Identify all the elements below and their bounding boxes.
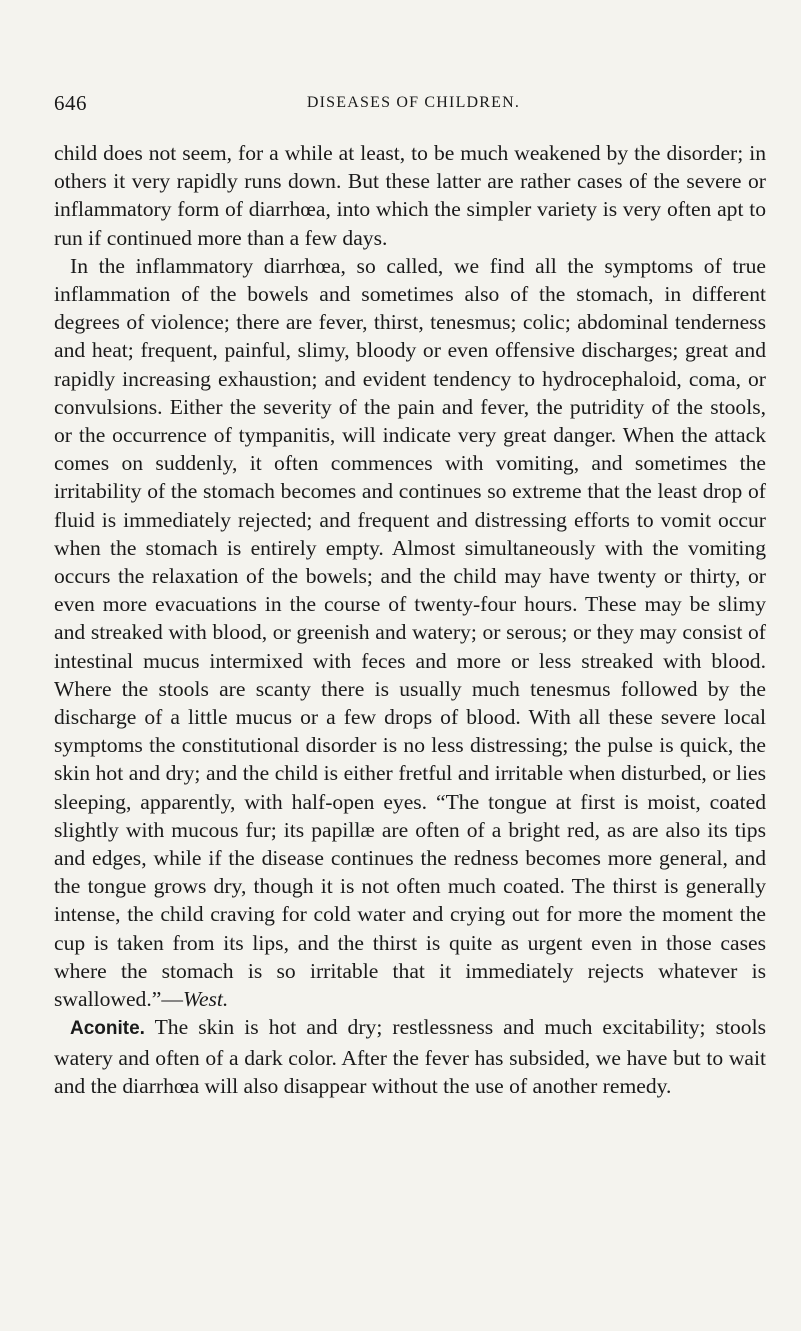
running-head (54, 91, 773, 117)
paragraph-inflammatory-diarrhoea (54, 252, 766, 1013)
running-title: DISEASES OF CHILDREN. (306, 94, 521, 111)
remedy-text: The skin is hot and dry; restlessness and much excitability; stools watery and often of a dark color. After the fever has subsided, we have but to wait and the diarrhœa will also disappear without the use of another remedy. (54, 1015, 766, 1098)
paragraph-remedy-aconite (54, 1013, 766, 1100)
paragraph-continued: child does not seem, for a while at least, to be much weakened by the disorder; in others it very rapidly runs down. But these latter are rather cases of the severe or inflammatory form of diarrhœa, into which the simpler variety is very often apt to run if continued more than a few days. (54, 141, 766, 250)
paragraph-text: In the inflammatory diarrhœa, so called, we find all the symptoms of true inflammation of the bowels and sometimes also of the stomach, in different degrees of violence; there are fever, thirst, tenesmus; colic; abdominal tenderness and heat; frequent, painful, slimy, bloody or even offensive discharges; great and rapidly increasing exhaustion; and evident tendency to hydrocephaloid, coma, or convulsions. Either the severity of the pain and fever, the putridity of the stools, or the occurrence of tympanitis, will indicate very great danger. When the attack comes on suddenly, it often commences with vomiting, and sometimes the irritability of the stomach becomes and continues so extreme that the least drop of fluid is immediately rejected; and frequent and distressing efforts to vomit occur when the stomach is entirely empty. Almost simultaneously with the vomiting occurs the relaxation of the bowels; and the child may have twenty or thirty, or even more evacuations in the course of twenty-four hours. These may be slimy and streaked with blood, or greenish and watery; or serous; or they may consist of intestinal mucus intermixed with feces and more or less streaked with blood. Where the stools are scanty there is usually much tenesmus followed by the discharge of a little mucus or a few drops of blood. With all these severe local symptoms the constitutional disorder is no less distressing; the pulse is quick, the skin hot and dry; and the child is either fretful and irritable when disturbed, or lies sleeping, apparently, with half-open eyes. “The tongue at first is moist, coated slightly with mucous fur; its papillæ are often of a bright red, as are also its tips and edges, while if the disease continues the redness becomes more general, and the tongue grows dry, though it is not often much coated. The thirst is generally intense, the child craving for cold water and crying out for more the moment the cup is taken from its lips, and the thirst is quite as urgent even in those cases where the stomach is so irritable that it immediately rejects whatever is swallowed.”— (54, 253, 766, 1012)
body-text (54, 139, 766, 1100)
page-number: 646 (54, 91, 87, 115)
quote-author: West. (182, 987, 229, 1012)
remedy-name: Aconite. (70, 1018, 145, 1040)
